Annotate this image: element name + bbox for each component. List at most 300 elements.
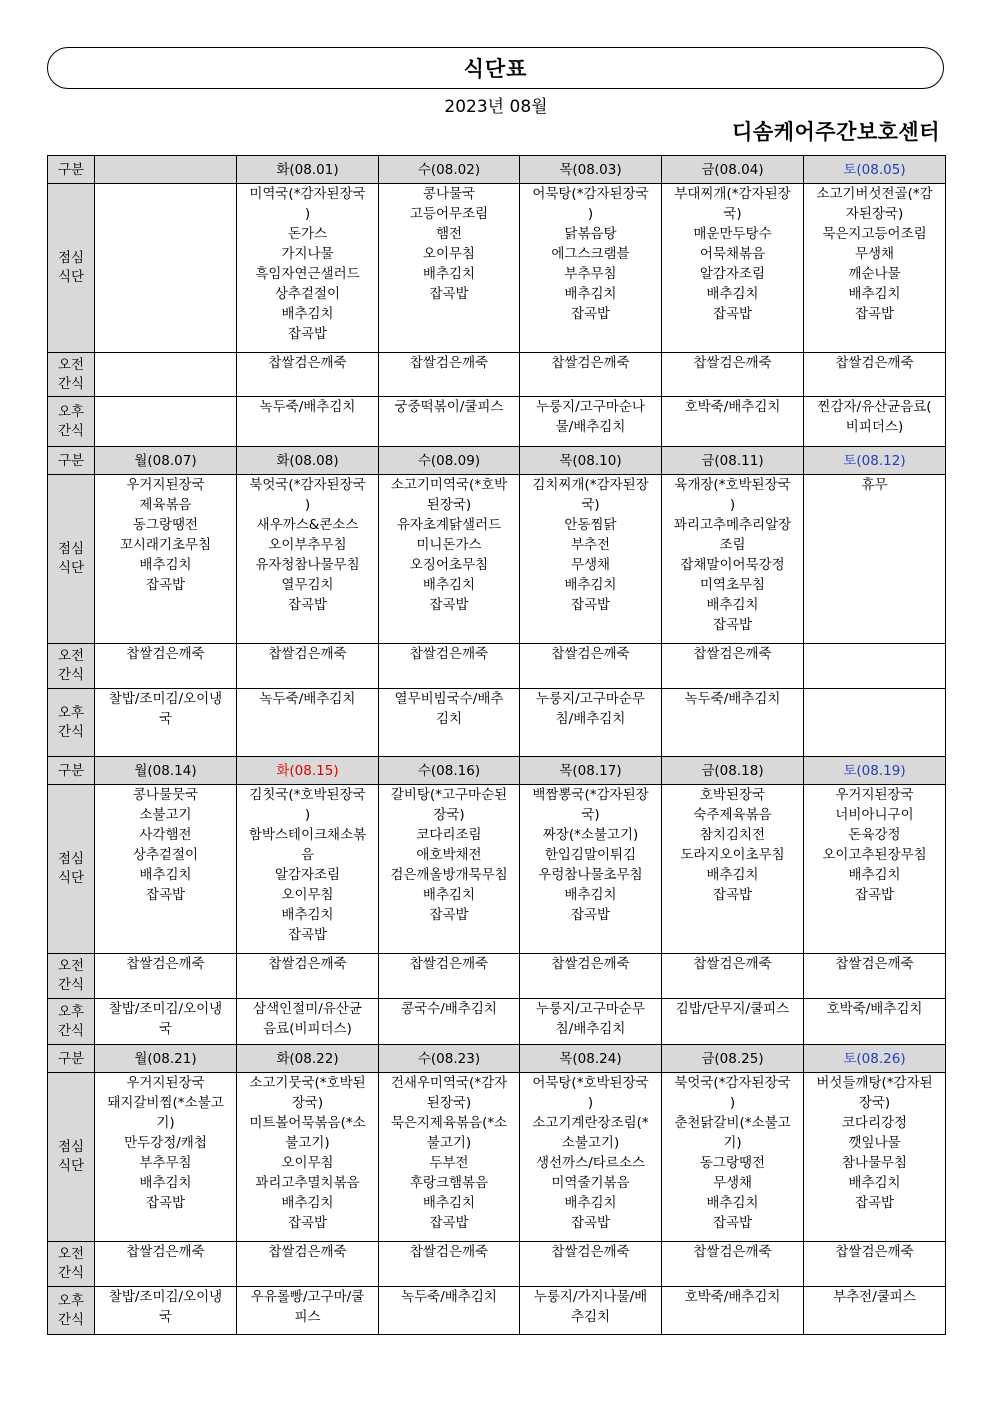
lunch-row — [48, 475, 946, 644]
lunch-cell-line: 배추김치 — [848, 867, 901, 883]
am-snack-cell — [237, 954, 379, 999]
day-header: 화(08.22) — [237, 1045, 379, 1073]
row-label-pm-snack-line: 간식 — [57, 1311, 85, 1328]
lunch-cell-line: 북엇국(*감자된장국 — [249, 477, 366, 493]
pm-snack-cell — [95, 1287, 237, 1335]
lunch-cell-line: 미트볼어묵볶음(*소 — [249, 1115, 366, 1131]
lunch-cell — [662, 785, 804, 954]
lunch-cell-line: 검은깨올방개묵무침 — [390, 867, 508, 883]
pm-snack-cell — [379, 1287, 520, 1335]
pm-snack-cell — [804, 689, 946, 757]
lunch-cell-line: 새우까스&콘소스 — [256, 517, 359, 533]
lunch-cell-line: 미니돈가스 — [416, 537, 482, 553]
pm-snack-cell-line: 추김치 — [570, 1309, 611, 1325]
pm-snack-cell-line: 국 — [158, 1021, 173, 1037]
lunch-cell-line: 김치찌개(*감자된장 — [532, 477, 649, 493]
lunch-cell-line: 참치김치전 — [699, 827, 766, 843]
am-snack-cell-line: 찹쌀검은깨죽 — [268, 355, 347, 371]
lunch-cell-line: 매운만두탕수 — [693, 226, 772, 242]
day-header: 토(08.26) — [804, 1045, 946, 1073]
row-label-am-snack-line: 오전 — [57, 648, 85, 664]
lunch-cell-line: 기) — [156, 1115, 175, 1131]
lunch-cell — [95, 475, 237, 644]
lunch-cell-line: 잡곡밥 — [287, 927, 328, 943]
am-snack-cell — [804, 1242, 946, 1287]
day-header: 화(08.15) — [237, 757, 379, 785]
lunch-cell-line: 오이무침 — [281, 887, 334, 903]
lunch-cell-line: 잡곡밥 — [429, 286, 469, 302]
row-label-am-snack-line: 간식 — [57, 977, 85, 993]
lunch-cell-line: 된장국) — [426, 1095, 472, 1111]
pm-snack-cell-line: 누룽지/고구마순무 — [536, 691, 645, 707]
day-header: 금(08.18) — [662, 757, 804, 785]
lunch-cell-line: 배추김치 — [564, 1195, 617, 1211]
lunch-cell — [520, 1073, 662, 1242]
am-snack-cell-line: 찹쌀검은깨죽 — [835, 1244, 914, 1260]
am-snack-cell-line: 찹쌀검은깨죽 — [409, 1244, 489, 1260]
lunch-cell-line: 북엇국(*감자된장국 — [674, 1075, 791, 1091]
pm-snack-cell — [662, 1287, 804, 1335]
lunch-cell-line: 잡곡밥 — [429, 1215, 469, 1231]
row-label-lunch-line: 식단 — [57, 1158, 85, 1174]
day-header: 목(08.10) — [520, 447, 662, 475]
day-header: 화(08.08) — [237, 447, 379, 475]
pm-snack-cell-line: 음료(비피더스) — [263, 1021, 352, 1037]
am-snack-cell — [379, 353, 520, 397]
am-snack-cell-line: 찹쌀검은깨죽 — [551, 1244, 630, 1260]
pm-snack-cell-line: 찰밥/조미김/오이냉 — [108, 1289, 223, 1305]
am-snack-cell-line: 찹쌀검은깨죽 — [409, 355, 489, 371]
am-snack-cell — [804, 644, 946, 689]
lunch-cell-line: ) — [729, 497, 736, 513]
lunch-cell-line: 배추김치 — [848, 1175, 901, 1191]
lunch-row — [48, 184, 946, 353]
lunch-cell-line: 유자초계닭샐러드 — [396, 517, 502, 533]
lunch-cell — [804, 1073, 946, 1242]
pm-snack-cell-line: 피스 — [294, 1309, 321, 1325]
lunch-cell-line: 숙주제육볶음 — [693, 807, 772, 823]
lunch-cell-line: 소고기뭇국(*호박된 — [249, 1075, 366, 1091]
lunch-cell-line: 만두강정/캐첩 — [124, 1135, 207, 1151]
am-snack-cell-line: 찹쌀검은깨죽 — [693, 956, 772, 972]
am-snack-cell-line: 찹쌀검은깨죽 — [835, 956, 914, 972]
lunch-cell-line: 꼬시래기초무침 — [119, 537, 212, 553]
row-label-lunch-line: 식단 — [57, 269, 85, 285]
pm-snack-cell-line: 호박죽/배추김치 — [684, 1289, 781, 1305]
lunch-cell-line: 묵은지고등어조림 — [822, 226, 927, 242]
lunch-cell-line: 배추김치 — [139, 867, 192, 883]
lunch-cell-line: 김칫국(*호박된장국 — [249, 787, 366, 803]
am-snack-cell-line: 찹쌀검은깨죽 — [268, 956, 347, 972]
lunch-cell-line: 돈가스 — [287, 226, 328, 242]
am-snack-cell — [237, 1242, 379, 1287]
am-snack-cell — [379, 644, 520, 689]
pm-snack-cell — [379, 397, 520, 447]
pm-snack-cell-line: 호박죽/배추김치 — [826, 1001, 923, 1017]
row-label-lunch-line: 점심 — [57, 851, 85, 867]
lunch-cell — [95, 785, 237, 954]
pm-snack-cell — [520, 689, 662, 757]
row-label-am-snack-line: 오전 — [57, 958, 85, 974]
day-header: 수(08.16) — [379, 757, 520, 785]
day-header: 금(08.25) — [662, 1045, 804, 1073]
page-title: 식단표 — [463, 57, 528, 81]
lunch-cell-line: 한입김말이튀김 — [544, 847, 637, 863]
am-snack-row — [48, 1242, 946, 1287]
am-snack-cell — [95, 353, 237, 397]
lunch-cell-line: 음 — [300, 847, 315, 863]
lunch-cell-line: 열무김치 — [281, 577, 334, 593]
lunch-cell-line: 코다리강정 — [841, 1115, 908, 1131]
am-snack-cell — [520, 644, 662, 689]
lunch-cell-line: 콩나물뭇국 — [132, 787, 199, 803]
center-name: 디솜케어주간보호센터 — [732, 120, 940, 144]
day-header: 화(08.01) — [237, 156, 379, 184]
pm-snack-cell-line: 녹두죽/배추김치 — [259, 399, 356, 415]
pm-snack-cell — [379, 999, 520, 1045]
lunch-cell-line: 오이무침 — [281, 1155, 334, 1171]
lunch-cell-line: 미역줄기볶음 — [551, 1175, 630, 1191]
pm-snack-cell-line: 물/배추김치 — [555, 419, 626, 435]
pm-snack-cell — [804, 397, 946, 447]
lunch-cell-line: 소고기미역국(*호박 — [390, 477, 508, 493]
lunch-cell-line: 유자청참나물무침 — [255, 557, 360, 573]
lunch-cell-line: 잡곡밥 — [287, 326, 328, 342]
am-snack-cell — [662, 1242, 804, 1287]
am-snack-cell-line: 찹쌀검은깨죽 — [409, 646, 489, 662]
week-header-row — [48, 757, 946, 785]
pm-snack-cell — [95, 397, 237, 447]
row-label-pm-snack-line: 오후 — [57, 1292, 85, 1309]
lunch-cell-line: 후랑크햄볶음 — [409, 1175, 489, 1191]
lunch-cell-line: 미역국(*감자된장국 — [249, 186, 366, 202]
day-header: 월(08.07) — [95, 447, 237, 475]
pm-snack-cell-line: 침/배추김치 — [555, 1021, 626, 1037]
lunch-cell — [804, 475, 946, 644]
am-snack-row — [48, 644, 946, 689]
lunch-cell-line: 어묵탕(*호박된장국 — [532, 1075, 649, 1091]
am-snack-cell-line: 찹쌀검은깨죽 — [126, 956, 205, 972]
row-label-am-snack-line: 간식 — [57, 1265, 85, 1281]
am-snack-cell-line: 찹쌀검은깨죽 — [693, 1244, 772, 1260]
am-snack-cell — [95, 644, 237, 689]
row-label-pm-snack — [48, 999, 95, 1045]
day-header — [95, 156, 237, 184]
lunch-cell-line: 잡곡밥 — [429, 597, 469, 613]
am-snack-cell — [379, 1242, 520, 1287]
lunch-cell-line: 잡곡밥 — [712, 617, 753, 633]
week-header-row — [48, 156, 946, 184]
lunch-cell-line: 코다리조림 — [416, 827, 482, 843]
am-snack-cell — [662, 954, 804, 999]
lunch-cell-line: 배추김치 — [422, 1195, 476, 1211]
lunch-cell-line: ) — [304, 497, 311, 513]
lunch-cell-line: 소고기계란장조림(* — [532, 1115, 649, 1131]
lunch-cell-line: 두부전 — [429, 1155, 469, 1171]
pm-snack-cell-line: 찰밥/조미김/오이냉 — [108, 691, 223, 707]
lunch-cell-line: 배추김치 — [706, 597, 759, 613]
am-snack-cell — [804, 954, 946, 999]
lunch-cell-line: 조림 — [719, 537, 746, 553]
pm-snack-cell — [520, 1287, 662, 1335]
pm-snack-cell-line: 열무비빔국수/배추 — [394, 691, 504, 707]
lunch-cell-line: 제육볶음 — [139, 497, 192, 513]
row-label-pm-snack — [48, 397, 95, 447]
lunch-cell-line: 참나물무침 — [841, 1155, 908, 1171]
row-label-lunch — [48, 475, 95, 644]
lunch-cell-line: 배추김치 — [422, 887, 476, 903]
lunch-cell-line: 잡채말이어묵강정 — [680, 557, 785, 573]
pm-snack-cell-line: 녹두죽/배추김치 — [684, 691, 781, 707]
pm-snack-row — [48, 1287, 946, 1335]
period-subtitle: 2023년 08월 — [444, 97, 548, 117]
am-snack-cell-line: 찹쌀검은깨죽 — [551, 956, 630, 972]
am-snack-cell — [520, 353, 662, 397]
pm-snack-cell-line: 국 — [158, 711, 173, 727]
row-label-header: 구분 — [48, 447, 95, 475]
pm-snack-cell — [662, 689, 804, 757]
lunch-cell-line: 동그랑땡전 — [699, 1155, 766, 1171]
lunch-cell-line: 장국) — [858, 1095, 891, 1111]
row-label-pm-snack-line: 오후 — [57, 704, 85, 721]
am-snack-row — [48, 353, 946, 397]
lunch-cell-line: 국) — [581, 497, 600, 513]
lunch-cell-line: 배추김치 — [139, 1175, 192, 1191]
lunch-cell-line: 건새우미역국(*감자 — [390, 1075, 508, 1091]
lunch-cell-line: 배추김치 — [422, 577, 476, 593]
pm-snack-cell — [95, 999, 237, 1045]
row-label-lunch — [48, 785, 95, 954]
am-snack-cell-line: 찹쌀검은깨죽 — [126, 646, 205, 662]
lunch-cell-line: 오이무침 — [422, 246, 476, 262]
lunch-cell-line: 휴무 — [861, 477, 888, 493]
lunch-cell-line: 호박된장국 — [699, 787, 766, 803]
pm-snack-cell — [520, 397, 662, 447]
lunch-cell-line: 잡곡밥 — [145, 1195, 186, 1211]
pm-snack-row — [48, 397, 946, 447]
day-header: 월(08.14) — [95, 757, 237, 785]
lunch-cell-line: 흑임자연근샐러드 — [255, 266, 360, 282]
pm-snack-cell — [662, 397, 804, 447]
day-header: 토(08.19) — [804, 757, 946, 785]
lunch-cell-line: 소불고기 — [139, 807, 192, 823]
lunch-cell-line: 가지나물 — [281, 246, 334, 262]
lunch-cell-line: 햄전 — [435, 226, 463, 242]
pm-snack-cell — [804, 999, 946, 1045]
lunch-cell-line: 소고기버섯전골(*감 — [816, 186, 933, 202]
lunch-cell-line: 배추김치 — [281, 907, 334, 923]
lunch-cell-line: 장국) — [433, 807, 465, 823]
day-header: 목(08.24) — [520, 1045, 662, 1073]
pm-snack-row — [48, 999, 946, 1045]
lunch-cell-line: 소불고기) — [561, 1135, 620, 1151]
lunch-cell-line: 애호박채전 — [416, 847, 482, 863]
am-snack-cell-line: 찹쌀검은깨죽 — [126, 1244, 205, 1260]
am-snack-cell-line: 찹쌀검은깨죽 — [268, 1244, 347, 1260]
pm-snack-cell — [237, 689, 379, 757]
day-header: 금(08.04) — [662, 156, 804, 184]
lunch-cell-line: 잡곡밥 — [712, 1215, 753, 1231]
lunch-cell-line: 상추겉절이 — [274, 286, 341, 302]
lunch-cell-line: 꽈리고추멸치볶음 — [255, 1175, 360, 1191]
pm-snack-cell-line: 비피더스) — [845, 419, 904, 435]
row-label-am-snack-line: 간식 — [57, 375, 85, 392]
am-snack-cell — [662, 644, 804, 689]
lunch-cell-line: 무생채 — [712, 1175, 753, 1191]
lunch-cell-line: 갈비탕(*고구마순된 — [390, 787, 508, 803]
lunch-cell — [237, 184, 379, 353]
day-header: 수(08.23) — [379, 1045, 520, 1073]
lunch-cell-line: 부추무침 — [564, 266, 617, 282]
row-label-am-snack-line: 오전 — [57, 356, 85, 373]
pm-snack-cell — [662, 999, 804, 1045]
lunch-cell — [520, 785, 662, 954]
pm-snack-cell-line: 찐감자/유산균음료( — [817, 399, 932, 415]
lunch-cell-line: 깻잎나물 — [848, 1135, 901, 1151]
lunch-cell-line: 안동찜닭 — [564, 517, 617, 533]
pm-snack-cell-line: 김치 — [435, 711, 463, 727]
lunch-cell-line: ) — [587, 206, 594, 222]
lunch-cell-line: 우거지된장국 — [126, 1075, 205, 1091]
lunch-cell-line: 너비아니구이 — [835, 807, 914, 823]
day-header: 토(08.05) — [804, 156, 946, 184]
pm-snack-cell-line: 호박죽/배추김치 — [684, 399, 781, 415]
pm-snack-cell-line: 녹두죽/배추김치 — [401, 1289, 497, 1305]
lunch-cell — [662, 184, 804, 353]
pm-snack-cell — [804, 1287, 946, 1335]
lunch-cell-line: 잡곡밥 — [854, 306, 895, 322]
lunch-cell-line: 배추김치 — [281, 306, 334, 322]
lunch-cell-line: 배추김치 — [281, 1195, 334, 1211]
am-snack-cell — [95, 954, 237, 999]
row-label-lunch — [48, 184, 95, 353]
pm-snack-cell — [95, 689, 237, 757]
day-header: 목(08.17) — [520, 757, 662, 785]
lunch-cell-line: 불고기) — [426, 1135, 472, 1151]
lunch-cell — [520, 475, 662, 644]
am-snack-cell-line: 찹쌀검은깨죽 — [268, 646, 347, 662]
lunch-cell — [379, 184, 520, 353]
row-label-pm-snack-line: 간식 — [57, 1022, 85, 1039]
pm-snack-cell — [379, 689, 520, 757]
lunch-cell-line: 동그랑땡전 — [132, 517, 199, 533]
lunch-cell-line: 오징어초무침 — [409, 557, 489, 573]
lunch-cell-line: 생선까스/타르소스 — [536, 1155, 645, 1171]
lunch-cell-line: 함박스테이크채소볶 — [248, 827, 367, 843]
row-label-pm-snack-line: 간식 — [57, 422, 85, 439]
row-label-header: 구분 — [48, 156, 95, 184]
lunch-cell-line: 기) — [723, 1135, 742, 1151]
week-header-row — [48, 1045, 946, 1073]
row-label-am-snack-line: 오전 — [57, 1246, 85, 1262]
lunch-cell-line: 배추김치 — [564, 887, 617, 903]
lunch-cell-line: 배추김치 — [706, 286, 759, 302]
lunch-cell-line: 장국) — [291, 1095, 324, 1111]
lunch-cell-line: 잡곡밥 — [145, 577, 186, 593]
pm-snack-cell-line: 삼색인절미/유산균 — [253, 1001, 362, 1017]
lunch-cell-line: ) — [304, 807, 311, 823]
lunch-cell-line: 잡곡밥 — [429, 907, 469, 923]
day-header: 수(08.09) — [379, 447, 520, 475]
am-snack-cell — [95, 1242, 237, 1287]
am-snack-cell — [662, 353, 804, 397]
am-snack-cell-line: 찹쌀검은깨죽 — [409, 956, 489, 972]
day-header: 수(08.02) — [379, 156, 520, 184]
lunch-cell-line: 배추김치 — [564, 286, 617, 302]
lunch-cell-line: 잡곡밥 — [712, 306, 753, 322]
pm-snack-cell-line: 찰밥/조미김/오이냉 — [108, 1001, 223, 1017]
lunch-cell-line: 배추김치 — [848, 286, 901, 302]
row-label-header: 구분 — [48, 757, 95, 785]
lunch-cell-line: 된장국) — [426, 497, 472, 513]
menu-table — [47, 155, 946, 1335]
am-snack-cell-line: 찹쌀검은깨죽 — [835, 355, 914, 371]
day-header: 토(08.12) — [804, 447, 946, 475]
lunch-cell-line: 묵은지제육볶음(*소 — [390, 1115, 508, 1131]
lunch-cell-line: 알감자조림 — [274, 867, 341, 883]
lunch-cell-line: 짜장(*소불고기) — [542, 827, 639, 843]
row-label-lunch-line: 식단 — [57, 560, 85, 576]
lunch-cell-line: 국) — [723, 206, 742, 222]
am-snack-cell — [520, 954, 662, 999]
lunch-cell-line: 잡곡밥 — [145, 887, 186, 903]
lunch-cell-line: 자된장국) — [845, 206, 904, 222]
pm-snack-cell — [237, 397, 379, 447]
lunch-cell — [95, 184, 237, 353]
lunch-cell-line: 상추겉절이 — [132, 847, 199, 863]
lunch-cell-line: 배추김치 — [422, 266, 476, 282]
lunch-cell — [379, 475, 520, 644]
lunch-cell-line: 사각햄전 — [139, 827, 192, 843]
pm-snack-cell-line: 콩국수/배추김치 — [401, 1001, 497, 1017]
lunch-cell-line: 우거지된장국 — [126, 477, 205, 493]
lunch-cell-line: ) — [587, 1095, 594, 1111]
pm-snack-cell — [520, 999, 662, 1045]
lunch-cell — [662, 1073, 804, 1242]
row-label-lunch — [48, 1073, 95, 1242]
lunch-cell-line: 부대찌개(*감자된장 — [674, 186, 791, 202]
pm-snack-cell-line: 누룽지/가지나물/배 — [533, 1289, 648, 1305]
lunch-cell-line: 잡곡밥 — [570, 306, 611, 322]
lunch-cell-line: 배추김치 — [139, 557, 192, 573]
lunch-cell — [804, 785, 946, 954]
lunch-cell-line: 잡곡밥 — [570, 597, 611, 613]
day-header: 목(08.03) — [520, 156, 662, 184]
row-label-am-snack — [48, 644, 95, 689]
lunch-cell-line: 어묵탕(*감자된장국 — [532, 186, 649, 202]
pm-snack-cell-line: 김밥/단무지/쿨피스 — [675, 1001, 790, 1017]
lunch-cell — [379, 1073, 520, 1242]
am-snack-cell — [237, 353, 379, 397]
lunch-cell-line: 배추김치 — [706, 867, 759, 883]
lunch-cell-line: 어묵채볶음 — [699, 246, 766, 262]
lunch-cell-line: 잡곡밥 — [287, 1215, 328, 1231]
lunch-cell-line: 육개장(*호박된장국 — [674, 477, 791, 493]
lunch-cell-line: 부추무침 — [139, 1155, 192, 1171]
lunch-cell-line: ) — [304, 206, 311, 222]
pm-snack-cell-line: 부추전/쿨피스 — [833, 1289, 916, 1305]
row-label-pm-snack-line: 간식 — [57, 723, 85, 740]
lunch-cell — [95, 1073, 237, 1242]
am-snack-cell-line: 찹쌀검은깨죽 — [551, 646, 630, 662]
pm-snack-cell — [237, 999, 379, 1045]
lunch-cell-line: 불고기) — [285, 1135, 330, 1151]
pm-snack-cell-line: 누룽지/고구마순나 — [536, 399, 645, 415]
lunch-cell-line: 무생채 — [570, 557, 611, 573]
row-label-am-snack — [48, 353, 95, 397]
lunch-cell-line: 무생채 — [854, 246, 895, 262]
lunch-cell — [520, 184, 662, 353]
